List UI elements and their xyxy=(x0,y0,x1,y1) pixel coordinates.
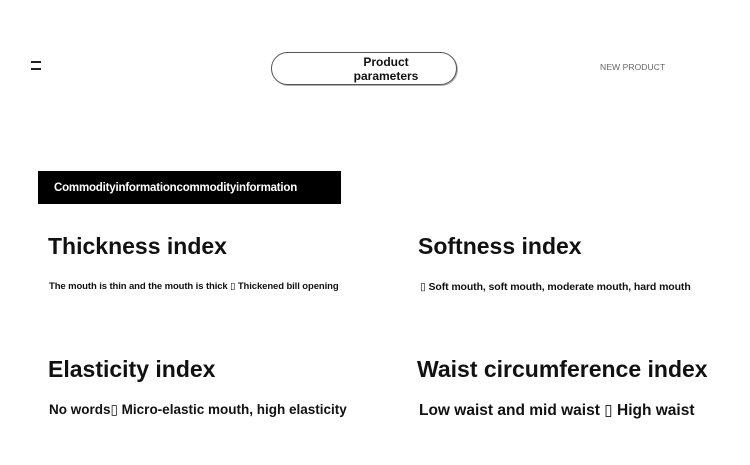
commodity-information-banner xyxy=(38,171,341,204)
elasticity-index-description: No words▯ Micro-elastic mouth, high elasticity xyxy=(49,402,347,417)
page-title-line2: parameters xyxy=(353,69,419,83)
banner-text: Commodityinformationcommodityinformation xyxy=(54,181,298,194)
menu-icon[interactable] xyxy=(31,61,41,70)
new-product-label: NEW PRODUCT xyxy=(600,62,666,72)
waist-circumference-index-title: Waist circumference index xyxy=(417,356,708,382)
thickness-index-title: Thickness index xyxy=(48,233,227,259)
softness-index-description: ▯ Soft mouth, soft mouth, moderate mouth, hard mouth xyxy=(420,281,691,293)
page-title-line1: Product xyxy=(363,55,409,69)
thickness-index-description: The mouth is thin and the mouth is thick ▯ Thickened bill opening xyxy=(49,281,339,292)
elasticity-index-title: Elasticity index xyxy=(48,356,216,382)
page-title xyxy=(340,55,432,83)
waist-circumference-index-description: Low waist and mid waist ▯ High waist xyxy=(419,402,695,419)
softness-index-title: Softness index xyxy=(418,233,582,259)
